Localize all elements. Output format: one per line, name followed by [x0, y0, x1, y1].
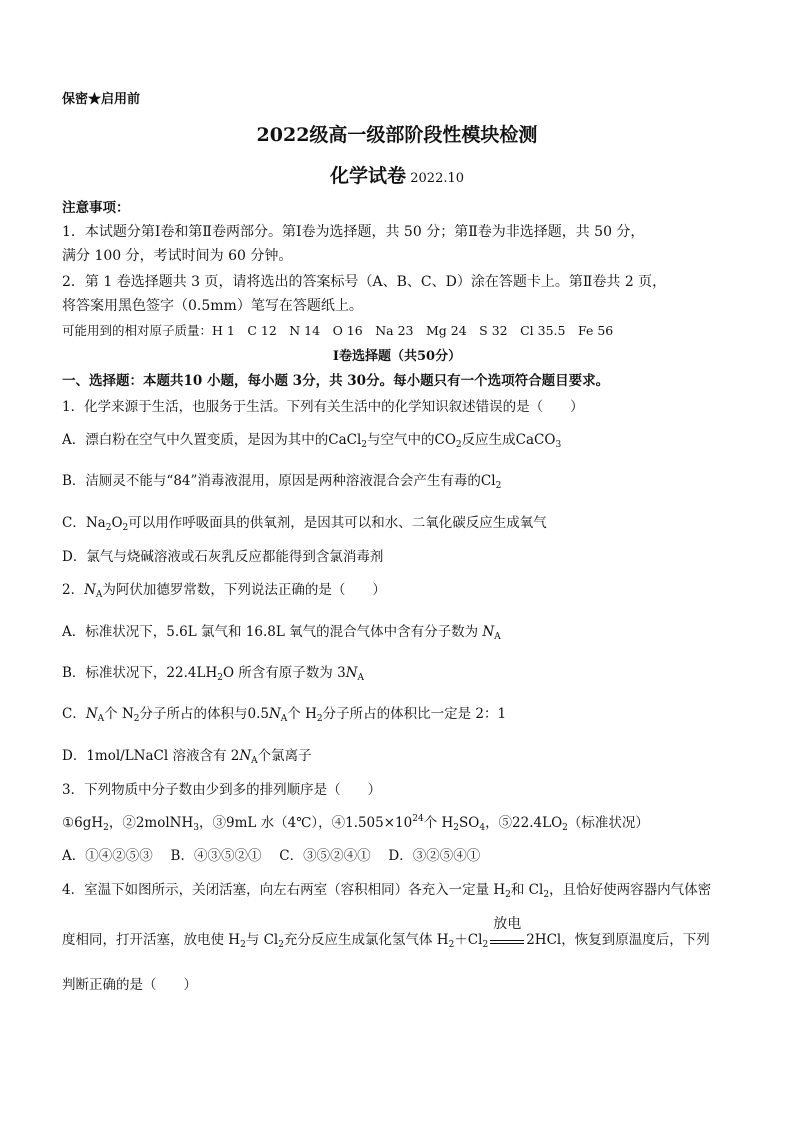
q1-option-a: A．漂白粉在空气中久置变质，是因为其中的CaCl$_2$与空气中的$CO_2$反应生成CaCO$_3$: [62, 432, 562, 450]
confidential-label: 保密★启用前: [62, 92, 141, 107]
notice-item-2b: 将答案用黑色签字（0.5mm）笔写在答题纸上。: [62, 298, 363, 314]
exam-title: 2022级高一级部阶段性模块检测: [256, 124, 538, 146]
q3-stem: 3．下列物质中分子数由少到多的排列顺序是（ ）: [62, 782, 382, 798]
notice-heading: 注意事项：: [62, 200, 130, 216]
reaction-condition-label: 放电: [493, 916, 522, 932]
q1-option-d: D．氯气与烧碱溶液或石灰乳反应都能得到含氯消毒剂: [62, 549, 384, 565]
paper-subtitle: [0, 163, 794, 192]
q4-line-1: 4．室温下如图所示，关闭活塞，向左右两室（容积相同）各充入一定量 $H_2$和 $Cl_2$，且恰好使两容器内气体密: [62, 882, 712, 900]
reaction-condition-arrow: [490, 916, 524, 950]
q4-line-3: 判断正确的是（ ）: [62, 977, 197, 993]
q1-option-c: C．$Na_2O_2$可以用作呼吸面具的供氧剂，是因其可以和水、二氧化碳反应生成氧气: [62, 515, 547, 533]
section-title: Ⅰ卷选择题（共50分）: [332, 349, 462, 364]
notice-item-1b: 满分 100 分，考试时间为 60 分钟。: [62, 248, 293, 264]
q4-line-2: 度相同，打开活塞，放电使 $H_2$与 $Cl_2$充分反应生成氯化氢气体 $H_2+Cl_2$ 放电 2HCl，恢复到原温度后，下列: [62, 916, 710, 950]
notice-item-1a: 1．本试题分第Ⅰ卷和第Ⅱ卷两部分。第Ⅰ卷为选择题，共 50 分；第Ⅱ卷为非选择题，共 50 分，: [62, 224, 645, 240]
section-instruction: 一、选择题：本题共10 小题，每小题 3分，共 30分。每小题只有一个选项符合题目要求。: [62, 373, 610, 389]
q3-options: A．①④②⑤③ B．④③⑤②① C．③⑤②④① D．③②⑤④①: [62, 848, 481, 864]
q1-stem: 1．化学来源于生活，也服务于生活。下列有关生活中的化学知识叙述错误的是（ ）: [62, 399, 584, 415]
q2-option-b: B．标准状况下，$22.4LH_2O$ 所含有原子数为 $3N_A$: [62, 665, 365, 683]
q3-items: $①6gH_2$，②2molNH$_3$，③9mL 水（4℃），$④1.505\times 10^{24}$个 $H_2SO_4$，$⑤22.4LO_2$（标准状况）: [62, 814, 649, 833]
subject-label: 化学试卷: [329, 165, 406, 187]
q2-option-d: D．1mol/LNaCl 溶液含有 $2N_A$个氯离子: [62, 748, 312, 766]
q1-option-b: B．洁厕灵不能与“84”消毒液混用，原因是两种溶液混合会产生有毒的$Cl_2$: [62, 473, 502, 491]
atomic-masses: 可能用到的相对原子质量：H 1 C 12 N 14 O 16 Na 23 Mg 24 S 32 Cl 35.5 Fe 56: [62, 323, 614, 338]
q2-option-c: C．$N_A$个 $N_2$分子所占的体积与$0.5N_A$个 $H_2$分子所占的体积比一定是 2：1: [62, 706, 507, 724]
q2-option-a: A．标准状况下，5.6L 氯气和 16.8L 氧气的混合气体中含有分子数为 $N_A$: [62, 624, 501, 642]
exam-date: 2022.10: [410, 171, 465, 186]
q2-stem: 2．$N_A$为阿伏加德罗常数，下列说法正确的是（ ）: [62, 582, 386, 600]
notice-item-2a: 2．第 1 卷选择题共 3 页，请将选出的答案标号（A、B、C、D）涂在答题卡上。第Ⅱ卷共 2 页，: [62, 274, 667, 290]
